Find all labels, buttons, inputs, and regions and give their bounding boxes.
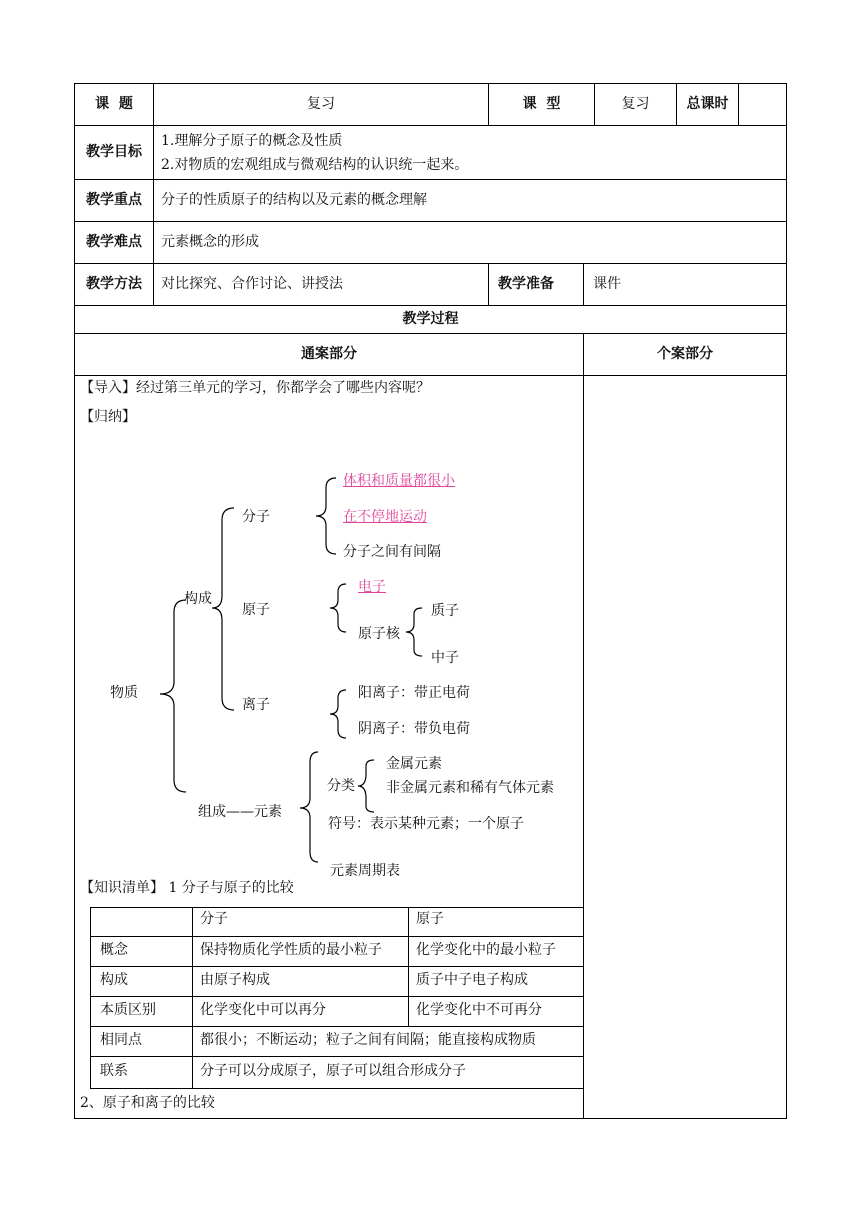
table-cell: 分子可以分成原子，原子可以组合形成分子 <box>200 1063 466 1079</box>
brace-atom <box>330 584 346 632</box>
inner-table-border <box>90 1088 583 1089</box>
key-points-label: 教学重点 <box>86 192 142 208</box>
difficulties-value: 元素概念的形成 <box>161 234 259 250</box>
goals-label: 教学目标 <box>86 144 142 160</box>
table-cell: 质子中子电子构成 <box>416 972 528 988</box>
brace-composed <box>212 508 234 710</box>
goal-item: 2.对物质的宏观组成与微观结构的认识统一起来。 <box>161 157 469 173</box>
difficulties-label: 教学难点 <box>86 234 142 250</box>
node-classify: 分类 <box>327 778 355 794</box>
goal-item: 1.理解分子原子的概念及性质 <box>161 133 343 149</box>
type-label: 课 型 <box>522 96 561 112</box>
node-anion: 阴离子：带负电荷 <box>358 721 470 737</box>
prep-value: 课件 <box>593 276 621 292</box>
node-proton: 质子 <box>431 603 459 619</box>
node-neutron: 中子 <box>431 650 459 666</box>
node-electron: 电子 <box>358 579 386 595</box>
prep-label: 教学准备 <box>498 276 554 292</box>
common-section-label: 通案部分 <box>301 346 357 362</box>
table-header-cell: 分子 <box>200 911 228 927</box>
inner-table-border <box>408 907 409 1026</box>
inner-table-border <box>192 907 193 1088</box>
total-hours-label: 总课时 <box>686 96 729 112</box>
table-cell: 本质区别 <box>100 1002 156 1018</box>
key-points-value: 分子的性质原子的结构以及元素的概念理解 <box>161 192 427 208</box>
molecule-prop-gap: 分子之间有间隔 <box>343 544 441 560</box>
node-molecule: 分子 <box>242 509 270 525</box>
node-periodic-table: 元素周期表 <box>330 863 400 879</box>
table-cell: 由原子构成 <box>200 972 270 988</box>
methods-label: 教学方法 <box>86 276 142 292</box>
table-cell: 化学变化中的最小粒子 <box>416 942 556 958</box>
inner-table-border <box>90 996 583 997</box>
type-value: 复习 <box>621 96 650 112</box>
node-nonmetal: 非金属元素和稀有气体元素 <box>386 780 554 796</box>
table-cell: 概念 <box>100 942 128 958</box>
topic-value: 复习 <box>307 96 335 112</box>
inner-table-border <box>90 966 583 967</box>
molecule-prop-small: 体积和质量都很小 <box>343 473 455 489</box>
process-title: 教学过程 <box>402 311 459 327</box>
inner-table-border <box>90 907 91 1088</box>
table-header-cell: 原子 <box>416 911 444 927</box>
table-cell: 构成 <box>100 972 128 988</box>
node-composed: 构成 <box>184 591 212 607</box>
node-matter: 物质 <box>110 685 138 701</box>
node-symbol: 符号：表示某种元素；一个原子 <box>328 816 524 832</box>
summary-label: 【归纳】 <box>80 409 136 425</box>
inner-table-border <box>90 1026 583 1027</box>
brace-ion <box>330 690 346 738</box>
brace-classify <box>358 760 374 812</box>
node-cation: 阳离子：带正电荷 <box>358 685 470 701</box>
topic-label: 课 题 <box>95 96 133 112</box>
table-cell: 化学变化中可以再分 <box>200 1002 326 1018</box>
knowledge-heading: 【知识清单】 1 分子与原子的比较 <box>80 880 294 896</box>
methods-value: 对比探究、合作讨论、讲授法 <box>161 276 343 292</box>
node-atom: 原子 <box>242 602 270 618</box>
brace-matter <box>160 600 186 792</box>
brace-nucleus <box>406 608 422 656</box>
node-element: 组成——元素 <box>198 804 282 820</box>
inner-table-border <box>90 1056 583 1057</box>
node-nucleus: 原子核 <box>358 626 400 642</box>
molecule-prop-moving: 在不停地运动 <box>343 509 427 525</box>
intro-text: 【导入】经过第三单元的学习，你都学会了哪些内容呢？ <box>80 380 430 396</box>
node-ion: 离子 <box>242 697 270 713</box>
table-cell: 都很小；不断运动；粒子之间有间隔；能直接构成物质 <box>200 1032 536 1048</box>
inner-table-border <box>90 936 583 937</box>
brace-molecule <box>316 478 336 554</box>
table-cell: 联系 <box>100 1063 128 1079</box>
table-cell: 化学变化中不可再分 <box>416 1002 542 1018</box>
table-cell: 保持物质化学性质的最小粒子 <box>200 942 382 958</box>
next-section-heading: 2、原子和离子的比较 <box>80 1095 215 1111</box>
brace-element <box>300 752 318 862</box>
individual-section-label: 个案部分 <box>657 346 713 362</box>
inner-table-border <box>90 907 583 908</box>
node-metal: 金属元素 <box>386 756 442 772</box>
table-cell: 相同点 <box>100 1032 142 1048</box>
